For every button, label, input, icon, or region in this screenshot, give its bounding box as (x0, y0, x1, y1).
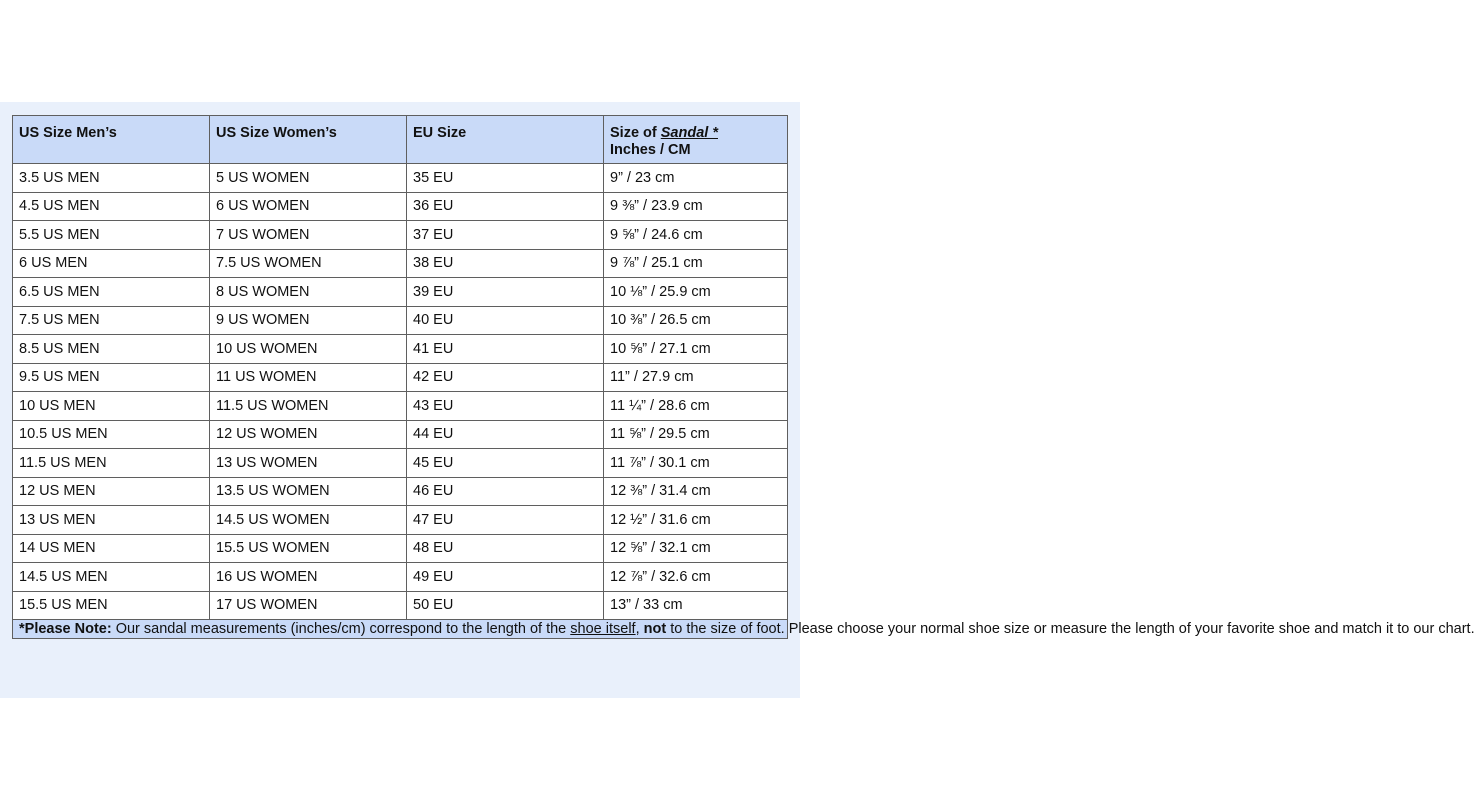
cell-us-women: 7 US WOMEN (210, 221, 407, 250)
cell-sandal-size: 12 ⅜” / 31.4 cm (604, 477, 788, 506)
cell-sandal-size: 10 ⅝” / 27.1 cm (604, 335, 788, 364)
cell-us-men: 9.5 US MEN (13, 363, 210, 392)
cell-us-women: 11 US WOMEN (210, 363, 407, 392)
cell-eu: 40 EU (407, 306, 604, 335)
table-row (13, 563, 788, 592)
cell-us-men: 6.5 US MEN (13, 278, 210, 307)
cell-eu: 49 EU (407, 563, 604, 592)
size-rows (13, 164, 788, 620)
cell-sandal-size: 9 ⅞” / 25.1 cm (604, 249, 788, 278)
cell-us-men: 10 US MEN (13, 392, 210, 421)
cell-sandal-size: 12 ⅝” / 32.1 cm (604, 534, 788, 563)
header-us-men: US Size Men’s (13, 116, 210, 164)
header-size-units: Inches / CM (610, 142, 691, 158)
cell-us-women: 15.5 US WOMEN (210, 534, 407, 563)
table-row (13, 306, 788, 335)
table-row (13, 449, 788, 478)
cell-us-women: 12 US WOMEN (210, 420, 407, 449)
cell-eu: 48 EU (407, 534, 604, 563)
cell-sandal-size: 10 ⅛” / 25.9 cm (604, 278, 788, 307)
cell-us-women: 7.5 US WOMEN (210, 249, 407, 278)
cell-us-men: 14 US MEN (13, 534, 210, 563)
cell-sandal-size: 10 ⅜” / 26.5 cm (604, 306, 788, 335)
cell-eu: 43 EU (407, 392, 604, 421)
cell-sandal-size: 9” / 23 cm (604, 164, 788, 193)
cell-eu: 39 EU (407, 278, 604, 307)
cell-us-men: 6 US MEN (13, 249, 210, 278)
note-text-2: , (635, 621, 644, 637)
cell-eu: 44 EU (407, 420, 604, 449)
cell-us-men: 5.5 US MEN (13, 221, 210, 250)
cell-us-women: 14.5 US WOMEN (210, 506, 407, 535)
table-row (13, 278, 788, 307)
cell-us-men: 14.5 US MEN (13, 563, 210, 592)
cell-sandal-size: 9 ⅝” / 24.6 cm (604, 221, 788, 250)
cell-us-women: 9 US WOMEN (210, 306, 407, 335)
size-chart-table (12, 115, 1475, 639)
cell-us-women: 10 US WOMEN (210, 335, 407, 364)
note-not: not (643, 621, 667, 637)
cell-us-women: 5 US WOMEN (210, 164, 407, 193)
cell-eu: 46 EU (407, 477, 604, 506)
note-row (13, 620, 788, 639)
note-text-3: to the size of foot. Please choose your normal shoe size or measure the length of your favorite shoe and match it to our chart. (666, 621, 1475, 637)
cell-eu: 42 EU (407, 363, 604, 392)
cell-eu: 36 EU (407, 192, 604, 221)
cell-us-women: 8 US WOMEN (210, 278, 407, 307)
table-row (13, 392, 788, 421)
cell-eu: 38 EU (407, 249, 604, 278)
table-row (13, 506, 788, 535)
cell-eu: 35 EU (407, 164, 604, 193)
table-row (13, 591, 788, 620)
cell-eu: 37 EU (407, 221, 604, 250)
cell-us-men: 12 US MEN (13, 477, 210, 506)
cell-us-men: 4.5 US MEN (13, 192, 210, 221)
header-sandal-link: Sandal * (660, 125, 718, 141)
cell-sandal-size: 11 ⅞” / 30.1 cm (604, 449, 788, 478)
cell-us-women: 6 US WOMEN (210, 192, 407, 221)
cell-sandal-size: 11” / 27.9 cm (604, 363, 788, 392)
cell-sandal-size: 12 ½” / 31.6 cm (604, 506, 788, 535)
header-size-prefix: Size of (610, 125, 661, 141)
cell-us-men: 15.5 US MEN (13, 591, 210, 620)
cell-eu: 50 EU (407, 591, 604, 620)
cell-us-men: 7.5 US MEN (13, 306, 210, 335)
cell-sandal-size: 11 ¼” / 28.6 cm (604, 392, 788, 421)
cell-sandal-size: 13” / 33 cm (604, 591, 788, 620)
table-row (13, 420, 788, 449)
header-eu: EU Size (407, 116, 604, 164)
note-shoe-itself: shoe itself (570, 621, 636, 637)
table-row (13, 534, 788, 563)
header-us-women: US Size Women’s (210, 116, 407, 164)
cell-us-men: 3.5 US MEN (13, 164, 210, 193)
header-sandal-size (604, 116, 788, 164)
cell-eu: 41 EU (407, 335, 604, 364)
note-cell (13, 620, 1475, 639)
table-row (13, 164, 788, 193)
cell-us-men: 10.5 US MEN (13, 420, 210, 449)
table-row (13, 192, 788, 221)
cell-us-women: 17 US WOMEN (210, 591, 407, 620)
cell-us-men: 8.5 US MEN (13, 335, 210, 364)
cell-us-men: 13 US MEN (13, 506, 210, 535)
cell-eu: 45 EU (407, 449, 604, 478)
cell-us-men: 11.5 US MEN (13, 449, 210, 478)
header-row (13, 116, 788, 164)
cell-sandal-size: 11 ⅝” / 29.5 cm (604, 420, 788, 449)
cell-sandal-size: 9 ⅜” / 23.9 cm (604, 192, 788, 221)
cell-us-women: 13.5 US WOMEN (210, 477, 407, 506)
cell-us-women: 16 US WOMEN (210, 563, 407, 592)
cell-sandal-size: 12 ⅞” / 32.6 cm (604, 563, 788, 592)
cell-us-women: 11.5 US WOMEN (210, 392, 407, 421)
cell-us-women: 13 US WOMEN (210, 449, 407, 478)
note-text-1: Our sandal measurements (inches/cm) correspond to the length of the (111, 621, 571, 637)
cell-eu: 47 EU (407, 506, 604, 535)
table-row (13, 221, 788, 250)
table-row (13, 249, 788, 278)
table-row (13, 363, 788, 392)
table-row (13, 335, 788, 364)
note-label: *Please Note: (19, 621, 112, 637)
table-row (13, 477, 788, 506)
